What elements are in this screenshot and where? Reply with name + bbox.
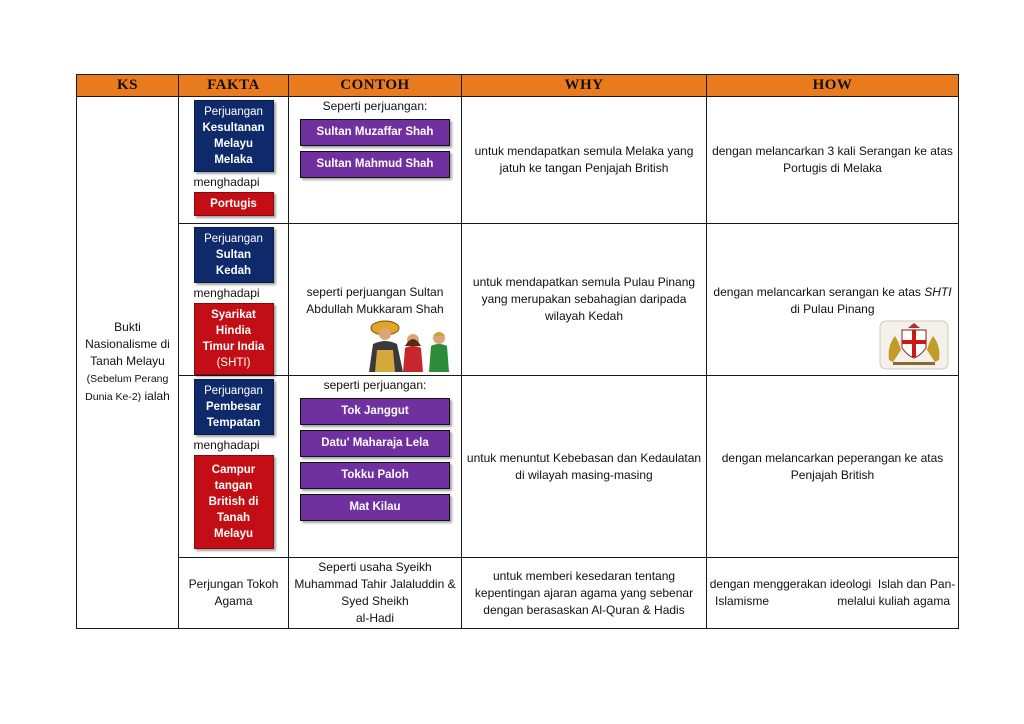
coat-of-arms-illustration bbox=[879, 320, 949, 370]
how-line bbox=[709, 593, 956, 610]
fakta-red-box bbox=[194, 455, 274, 549]
header-why: WHY bbox=[462, 75, 707, 97]
header-how: HOW bbox=[707, 75, 959, 97]
fakta-red-box bbox=[194, 192, 274, 216]
box-line: Melaka bbox=[214, 154, 253, 166]
ks-small: Dunia Ke-2) bbox=[85, 391, 142, 403]
box-line: Syarikat bbox=[211, 309, 256, 321]
ks-line-end: ialah bbox=[141, 389, 170, 403]
box-line: Tempatan bbox=[206, 417, 261, 429]
nationalism-table bbox=[76, 74, 959, 629]
how-cell bbox=[707, 558, 959, 629]
box-line: Hindia bbox=[215, 325, 252, 337]
contoh-line: Syed Sheikh bbox=[341, 594, 409, 608]
box-line: Perjuangan bbox=[204, 233, 263, 245]
fakta-blue-box bbox=[194, 100, 274, 172]
contoh-line: al-Hadi bbox=[355, 611, 394, 625]
sultan-illustration bbox=[363, 316, 459, 372]
box-line: Sultan bbox=[215, 249, 252, 261]
contoh-line: Seperti usaha Syeikh bbox=[318, 560, 432, 574]
why-cell bbox=[462, 224, 707, 376]
how-text-part: Islamisme bbox=[715, 594, 770, 608]
fakta-cell bbox=[179, 224, 289, 376]
why-line: di wilayah masing-masing bbox=[515, 467, 653, 482]
box-line: Kedah bbox=[215, 265, 252, 277]
ks-line bbox=[81, 370, 174, 388]
ks-line: Bukti bbox=[114, 320, 141, 334]
fakta-blue-box bbox=[194, 379, 274, 435]
contoh-label: Seperti perjuangan: bbox=[322, 99, 428, 113]
why-cell bbox=[462, 97, 707, 224]
header-row bbox=[77, 75, 959, 97]
why-line: untuk mendapatkan semula Melaka yang bbox=[474, 144, 694, 158]
why-line: dengan berasaskan Al-Quran & Hadis bbox=[483, 602, 685, 617]
box-line: Perjuangan bbox=[204, 385, 263, 397]
contoh-line: seperti perjuangan Sultan bbox=[306, 285, 444, 299]
contoh-text bbox=[289, 284, 461, 318]
fakta-middle-text: menghadapi bbox=[193, 438, 260, 452]
table-row bbox=[77, 224, 959, 376]
box-line: Timur India bbox=[202, 341, 265, 353]
contoh-cell bbox=[289, 224, 462, 376]
box-line: Pembesar bbox=[206, 401, 261, 413]
fakta-blue-box bbox=[194, 227, 274, 283]
how-line: dengan melancarkan 3 kali Serangan ke atas bbox=[712, 144, 953, 158]
ks-text bbox=[77, 319, 178, 406]
ks-line bbox=[81, 388, 174, 406]
fakta-line: Perjungan Tokoh bbox=[188, 577, 279, 591]
how-emphasis: SHTI bbox=[924, 285, 952, 299]
why-line: yang merupakan sebahagian daripada bbox=[481, 292, 687, 306]
ks-line: Tanah Melayu bbox=[90, 354, 165, 368]
contoh-box: Sultan Muzaffar Shah bbox=[300, 119, 450, 146]
how-text-part: dengan melancarkan serangan ke atas bbox=[713, 285, 925, 299]
how-line bbox=[711, 284, 954, 301]
why-line: untuk menuntut Kebebasan dan Kedaulatan bbox=[466, 450, 702, 465]
ks-line: Nasionalisme di bbox=[85, 337, 170, 351]
why-line: untuk mendapatkan semula Pulau Pinang bbox=[472, 275, 696, 289]
fakta-middle-text: menghadapi bbox=[193, 175, 260, 189]
how-line: di Pulau Pinang bbox=[790, 302, 875, 316]
how-line: dengan menggerakan ideologi Islah dan Pan- bbox=[709, 577, 956, 591]
how-cell bbox=[707, 97, 959, 224]
contoh-box: Tok Janggut bbox=[300, 398, 450, 425]
contoh-cell bbox=[289, 558, 462, 629]
box-line: (SHTI) bbox=[216, 357, 251, 369]
box-line: Melayu bbox=[214, 528, 253, 540]
why-cell bbox=[462, 558, 707, 629]
fakta-cell bbox=[179, 558, 289, 629]
table-row bbox=[77, 558, 959, 629]
box-line: Kesultanan bbox=[202, 122, 265, 134]
how-cell bbox=[707, 376, 959, 558]
contoh-line: Abdullah Mukkaram Shah bbox=[306, 302, 444, 316]
how-text bbox=[707, 284, 958, 318]
box-line: Campur bbox=[211, 464, 256, 476]
contoh-box: Tokku Paloh bbox=[300, 462, 450, 489]
box-line: Perjuangan bbox=[204, 106, 263, 118]
why-cell bbox=[462, 376, 707, 558]
table-row bbox=[77, 97, 959, 224]
header-fakta: FAKTA bbox=[179, 75, 289, 97]
how-line: dengan melancarkan peperangan ke atas bbox=[721, 450, 944, 465]
fakta-cell bbox=[179, 97, 289, 224]
box-line: Tanah bbox=[216, 512, 250, 524]
ks-small: (Sebelum Perang bbox=[86, 373, 169, 385]
contoh-cell bbox=[289, 376, 462, 558]
why-line: jatuh ke tangan Penjajah British bbox=[499, 161, 669, 175]
why-line: kepentingan ajaran agama yang sebenar bbox=[474, 585, 694, 600]
how-line: Portugis di Melaka bbox=[783, 161, 882, 175]
nationalism-table-sheet bbox=[76, 74, 958, 629]
fakta-middle-text: menghadapi bbox=[193, 286, 260, 300]
fakta-line: Agama bbox=[214, 594, 253, 608]
contoh-label: seperti perjuangan: bbox=[323, 378, 427, 392]
how-text-part: melalui kuliah agama bbox=[837, 594, 950, 608]
box-line: Portugis bbox=[210, 198, 257, 210]
contoh-box: Datu' Maharaja Lela bbox=[300, 430, 450, 457]
why-line: wilayah Kedah bbox=[544, 309, 624, 323]
box-line: British di bbox=[208, 496, 259, 508]
contoh-box: Sultan Mahmud Shah bbox=[300, 151, 450, 178]
contoh-line: Muhammad Tahir Jalaluddin & bbox=[294, 577, 456, 591]
box-line: Melayu bbox=[214, 138, 253, 150]
ks-cell bbox=[77, 97, 179, 629]
how-cell bbox=[707, 224, 959, 376]
header-contoh: CONTOH bbox=[289, 75, 462, 97]
contoh-cell bbox=[289, 97, 462, 224]
box-line: tangan bbox=[214, 480, 253, 492]
how-line: Penjajah British bbox=[790, 467, 875, 482]
table-row bbox=[77, 376, 959, 558]
fakta-red-box bbox=[194, 303, 274, 375]
why-line: untuk memberi kesedaran tentang bbox=[492, 568, 676, 583]
contoh-box: Mat Kilau bbox=[300, 494, 450, 521]
header-ks: KS bbox=[77, 75, 179, 97]
fakta-cell bbox=[179, 376, 289, 558]
